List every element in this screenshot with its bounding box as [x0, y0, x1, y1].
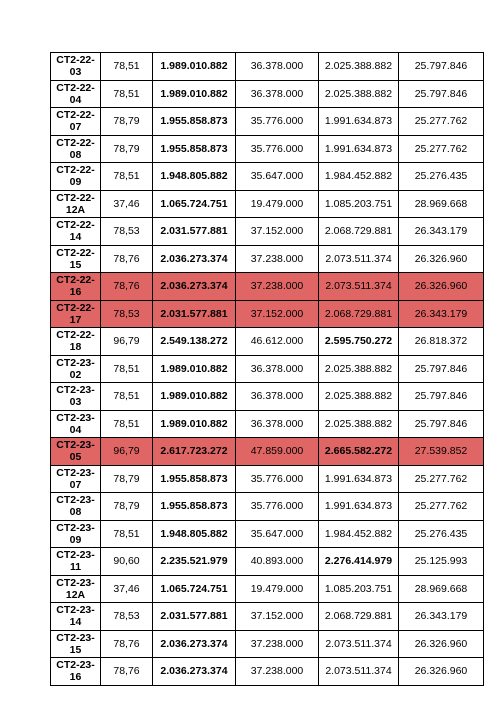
area-cell: 96,79	[101, 328, 153, 356]
area-cell: 96,79	[101, 438, 153, 466]
unit-code-cell: CT2-23-02	[51, 355, 101, 383]
price-cell: 1.948.805.882	[153, 520, 236, 548]
unit-price-cell: 25.797.846	[399, 410, 484, 438]
total-cell: 2.595.750.272	[319, 328, 399, 356]
table-row	[51, 548, 484, 576]
unit-price-cell: 26.326.960	[399, 658, 484, 686]
fee-cell: 36.378.000	[236, 80, 319, 108]
area-cell: 78,51	[101, 383, 153, 411]
table-row	[51, 575, 484, 603]
fee-cell: 35.776.000	[236, 465, 319, 493]
price-cell: 2.036.273.374	[153, 658, 236, 686]
area-cell: 78,51	[101, 163, 153, 191]
price-cell: 1.065.724.751	[153, 190, 236, 218]
fee-cell: 40.893.000	[236, 548, 319, 576]
total-cell: 2.276.414.979	[319, 548, 399, 576]
area-cell: 78,53	[101, 300, 153, 328]
unit-code-cell: CT2-23-14	[51, 603, 101, 631]
table-row	[51, 658, 484, 686]
unit-price-cell: 25.797.846	[399, 355, 484, 383]
unit-code-cell: CT2-23-16	[51, 658, 101, 686]
table-row	[51, 273, 484, 301]
price-cell: 1.989.010.882	[153, 53, 236, 81]
table-row	[51, 465, 484, 493]
price-cell: 1.065.724.751	[153, 575, 236, 603]
table-row	[51, 108, 484, 136]
fee-cell: 46.612.000	[236, 328, 319, 356]
price-cell: 1.989.010.882	[153, 355, 236, 383]
price-cell: 1.989.010.882	[153, 80, 236, 108]
total-cell: 2.025.388.882	[319, 383, 399, 411]
table-row	[51, 218, 484, 246]
table-row	[51, 163, 484, 191]
fee-cell: 35.647.000	[236, 163, 319, 191]
table-row	[51, 410, 484, 438]
unit-price-cell: 26.818.372	[399, 328, 484, 356]
unit-price-cell: 28.969.668	[399, 190, 484, 218]
unit-code-cell: CT2-23-09	[51, 520, 101, 548]
unit-price-cell: 26.326.960	[399, 273, 484, 301]
unit-code-cell: CT2-22-09	[51, 163, 101, 191]
table-row	[51, 53, 484, 81]
total-cell: 2.025.388.882	[319, 355, 399, 383]
total-cell: 2.073.511.374	[319, 273, 399, 301]
table-row	[51, 493, 484, 521]
table-row	[51, 355, 484, 383]
unit-price-cell: 25.276.435	[399, 163, 484, 191]
price-cell: 1.955.858.873	[153, 493, 236, 521]
fee-cell: 35.776.000	[236, 108, 319, 136]
price-cell: 2.235.521.979	[153, 548, 236, 576]
total-cell: 2.025.388.882	[319, 80, 399, 108]
total-cell: 1.991.634.873	[319, 108, 399, 136]
area-cell: 78,51	[101, 80, 153, 108]
unit-price-cell: 28.969.668	[399, 575, 484, 603]
unit-code-cell: CT2-23-03	[51, 383, 101, 411]
area-cell: 78,76	[101, 630, 153, 658]
table-row	[51, 603, 484, 631]
area-cell: 78,79	[101, 493, 153, 521]
price-cell: 1.989.010.882	[153, 410, 236, 438]
fee-cell: 37.238.000	[236, 273, 319, 301]
fee-cell: 37.238.000	[236, 658, 319, 686]
unit-code-cell: CT2-23-15	[51, 630, 101, 658]
unit-price-cell: 25.277.762	[399, 108, 484, 136]
unit-code-cell: CT2-22-17	[51, 300, 101, 328]
price-cell: 2.549.138.272	[153, 328, 236, 356]
price-cell: 2.036.273.374	[153, 273, 236, 301]
total-cell: 1.984.452.882	[319, 163, 399, 191]
total-cell: 1.991.634.873	[319, 465, 399, 493]
unit-code-cell: CT2-23-11	[51, 548, 101, 576]
total-cell: 1.085.203.751	[319, 190, 399, 218]
unit-price-cell: 26.326.960	[399, 245, 484, 273]
table-row	[51, 438, 484, 466]
fee-cell: 36.378.000	[236, 355, 319, 383]
unit-code-cell: CT2-22-15	[51, 245, 101, 273]
price-cell: 1.989.010.882	[153, 383, 236, 411]
fee-cell: 35.647.000	[236, 520, 319, 548]
fee-cell: 47.859.000	[236, 438, 319, 466]
table-row	[51, 520, 484, 548]
table-row	[51, 630, 484, 658]
unit-code-cell: CT2-22-07	[51, 108, 101, 136]
table-row	[51, 190, 484, 218]
price-cell: 1.955.858.873	[153, 135, 236, 163]
table-row	[51, 328, 484, 356]
table-row	[51, 80, 484, 108]
unit-code-cell: CT2-23-04	[51, 410, 101, 438]
unit-price-cell: 25.797.846	[399, 383, 484, 411]
area-cell: 37,46	[101, 190, 153, 218]
total-cell: 2.073.511.374	[319, 658, 399, 686]
unit-price-cell: 26.326.960	[399, 630, 484, 658]
total-cell: 1.991.634.873	[319, 493, 399, 521]
table-row	[51, 383, 484, 411]
area-cell: 78,51	[101, 355, 153, 383]
total-cell: 2.068.729.881	[319, 300, 399, 328]
unit-code-cell: CT2-23-05	[51, 438, 101, 466]
table-row	[51, 245, 484, 273]
area-cell: 78,51	[101, 520, 153, 548]
unit-code-cell: CT2-22-16	[51, 273, 101, 301]
table-row	[51, 300, 484, 328]
unit-code-cell: CT2-22-18	[51, 328, 101, 356]
fee-cell: 36.378.000	[236, 383, 319, 411]
fee-cell: 37.152.000	[236, 603, 319, 631]
area-cell: 37,46	[101, 575, 153, 603]
unit-price-cell: 25.797.846	[399, 80, 484, 108]
unit-price-cell: 25.797.846	[399, 53, 484, 81]
price-cell: 2.031.577.881	[153, 603, 236, 631]
unit-code-cell: CT2-23-08	[51, 493, 101, 521]
area-cell: 78,76	[101, 658, 153, 686]
total-cell: 2.068.729.881	[319, 218, 399, 246]
price-cell: 2.031.577.881	[153, 218, 236, 246]
unit-price-cell: 26.343.179	[399, 218, 484, 246]
unit-price-cell: 27.539.852	[399, 438, 484, 466]
unit-price-cell: 26.343.179	[399, 603, 484, 631]
total-cell: 2.073.511.374	[319, 245, 399, 273]
area-cell: 78,76	[101, 245, 153, 273]
unit-code-cell: CT2-23-12A	[51, 575, 101, 603]
fee-cell: 19.479.000	[236, 575, 319, 603]
price-cell: 2.036.273.374	[153, 630, 236, 658]
area-cell: 78,79	[101, 135, 153, 163]
price-cell: 2.031.577.881	[153, 300, 236, 328]
total-cell: 1.085.203.751	[319, 575, 399, 603]
unit-code-cell: CT2-22-08	[51, 135, 101, 163]
unit-price-cell: 26.343.179	[399, 300, 484, 328]
unit-code-cell: CT2-23-07	[51, 465, 101, 493]
price-cell: 1.948.805.882	[153, 163, 236, 191]
total-cell: 1.991.634.873	[319, 135, 399, 163]
price-table	[50, 52, 484, 686]
unit-code-cell: CT2-22-03	[51, 53, 101, 81]
price-cell: 2.036.273.374	[153, 245, 236, 273]
area-cell: 78,53	[101, 218, 153, 246]
area-cell: 78,51	[101, 410, 153, 438]
unit-price-cell: 25.277.762	[399, 135, 484, 163]
unit-price-cell: 25.277.762	[399, 465, 484, 493]
area-cell: 78,51	[101, 53, 153, 81]
fee-cell: 37.152.000	[236, 218, 319, 246]
unit-code-cell: CT2-22-04	[51, 80, 101, 108]
table-row	[51, 135, 484, 163]
fee-cell: 37.238.000	[236, 245, 319, 273]
fee-cell: 37.152.000	[236, 300, 319, 328]
total-cell: 2.025.388.882	[319, 53, 399, 81]
price-cell: 2.617.723.272	[153, 438, 236, 466]
area-cell: 78,79	[101, 108, 153, 136]
unit-price-cell: 25.276.435	[399, 520, 484, 548]
unit-price-cell: 25.125.993	[399, 548, 484, 576]
table-body	[51, 53, 484, 686]
area-cell: 90,60	[101, 548, 153, 576]
fee-cell: 37.238.000	[236, 630, 319, 658]
fee-cell: 35.776.000	[236, 493, 319, 521]
unit-code-cell: CT2-22-14	[51, 218, 101, 246]
fee-cell: 19.479.000	[236, 190, 319, 218]
total-cell: 2.665.582.272	[319, 438, 399, 466]
fee-cell: 36.378.000	[236, 53, 319, 81]
fee-cell: 35.776.000	[236, 135, 319, 163]
total-cell: 2.068.729.881	[319, 603, 399, 631]
unit-code-cell: CT2-22-12A	[51, 190, 101, 218]
total-cell: 2.025.388.882	[319, 410, 399, 438]
area-cell: 78,79	[101, 465, 153, 493]
area-cell: 78,76	[101, 273, 153, 301]
unit-price-cell: 25.277.762	[399, 493, 484, 521]
price-cell: 1.955.858.873	[153, 108, 236, 136]
fee-cell: 36.378.000	[236, 410, 319, 438]
total-cell: 2.073.511.374	[319, 630, 399, 658]
price-cell: 1.955.858.873	[153, 465, 236, 493]
area-cell: 78,53	[101, 603, 153, 631]
total-cell: 1.984.452.882	[319, 520, 399, 548]
